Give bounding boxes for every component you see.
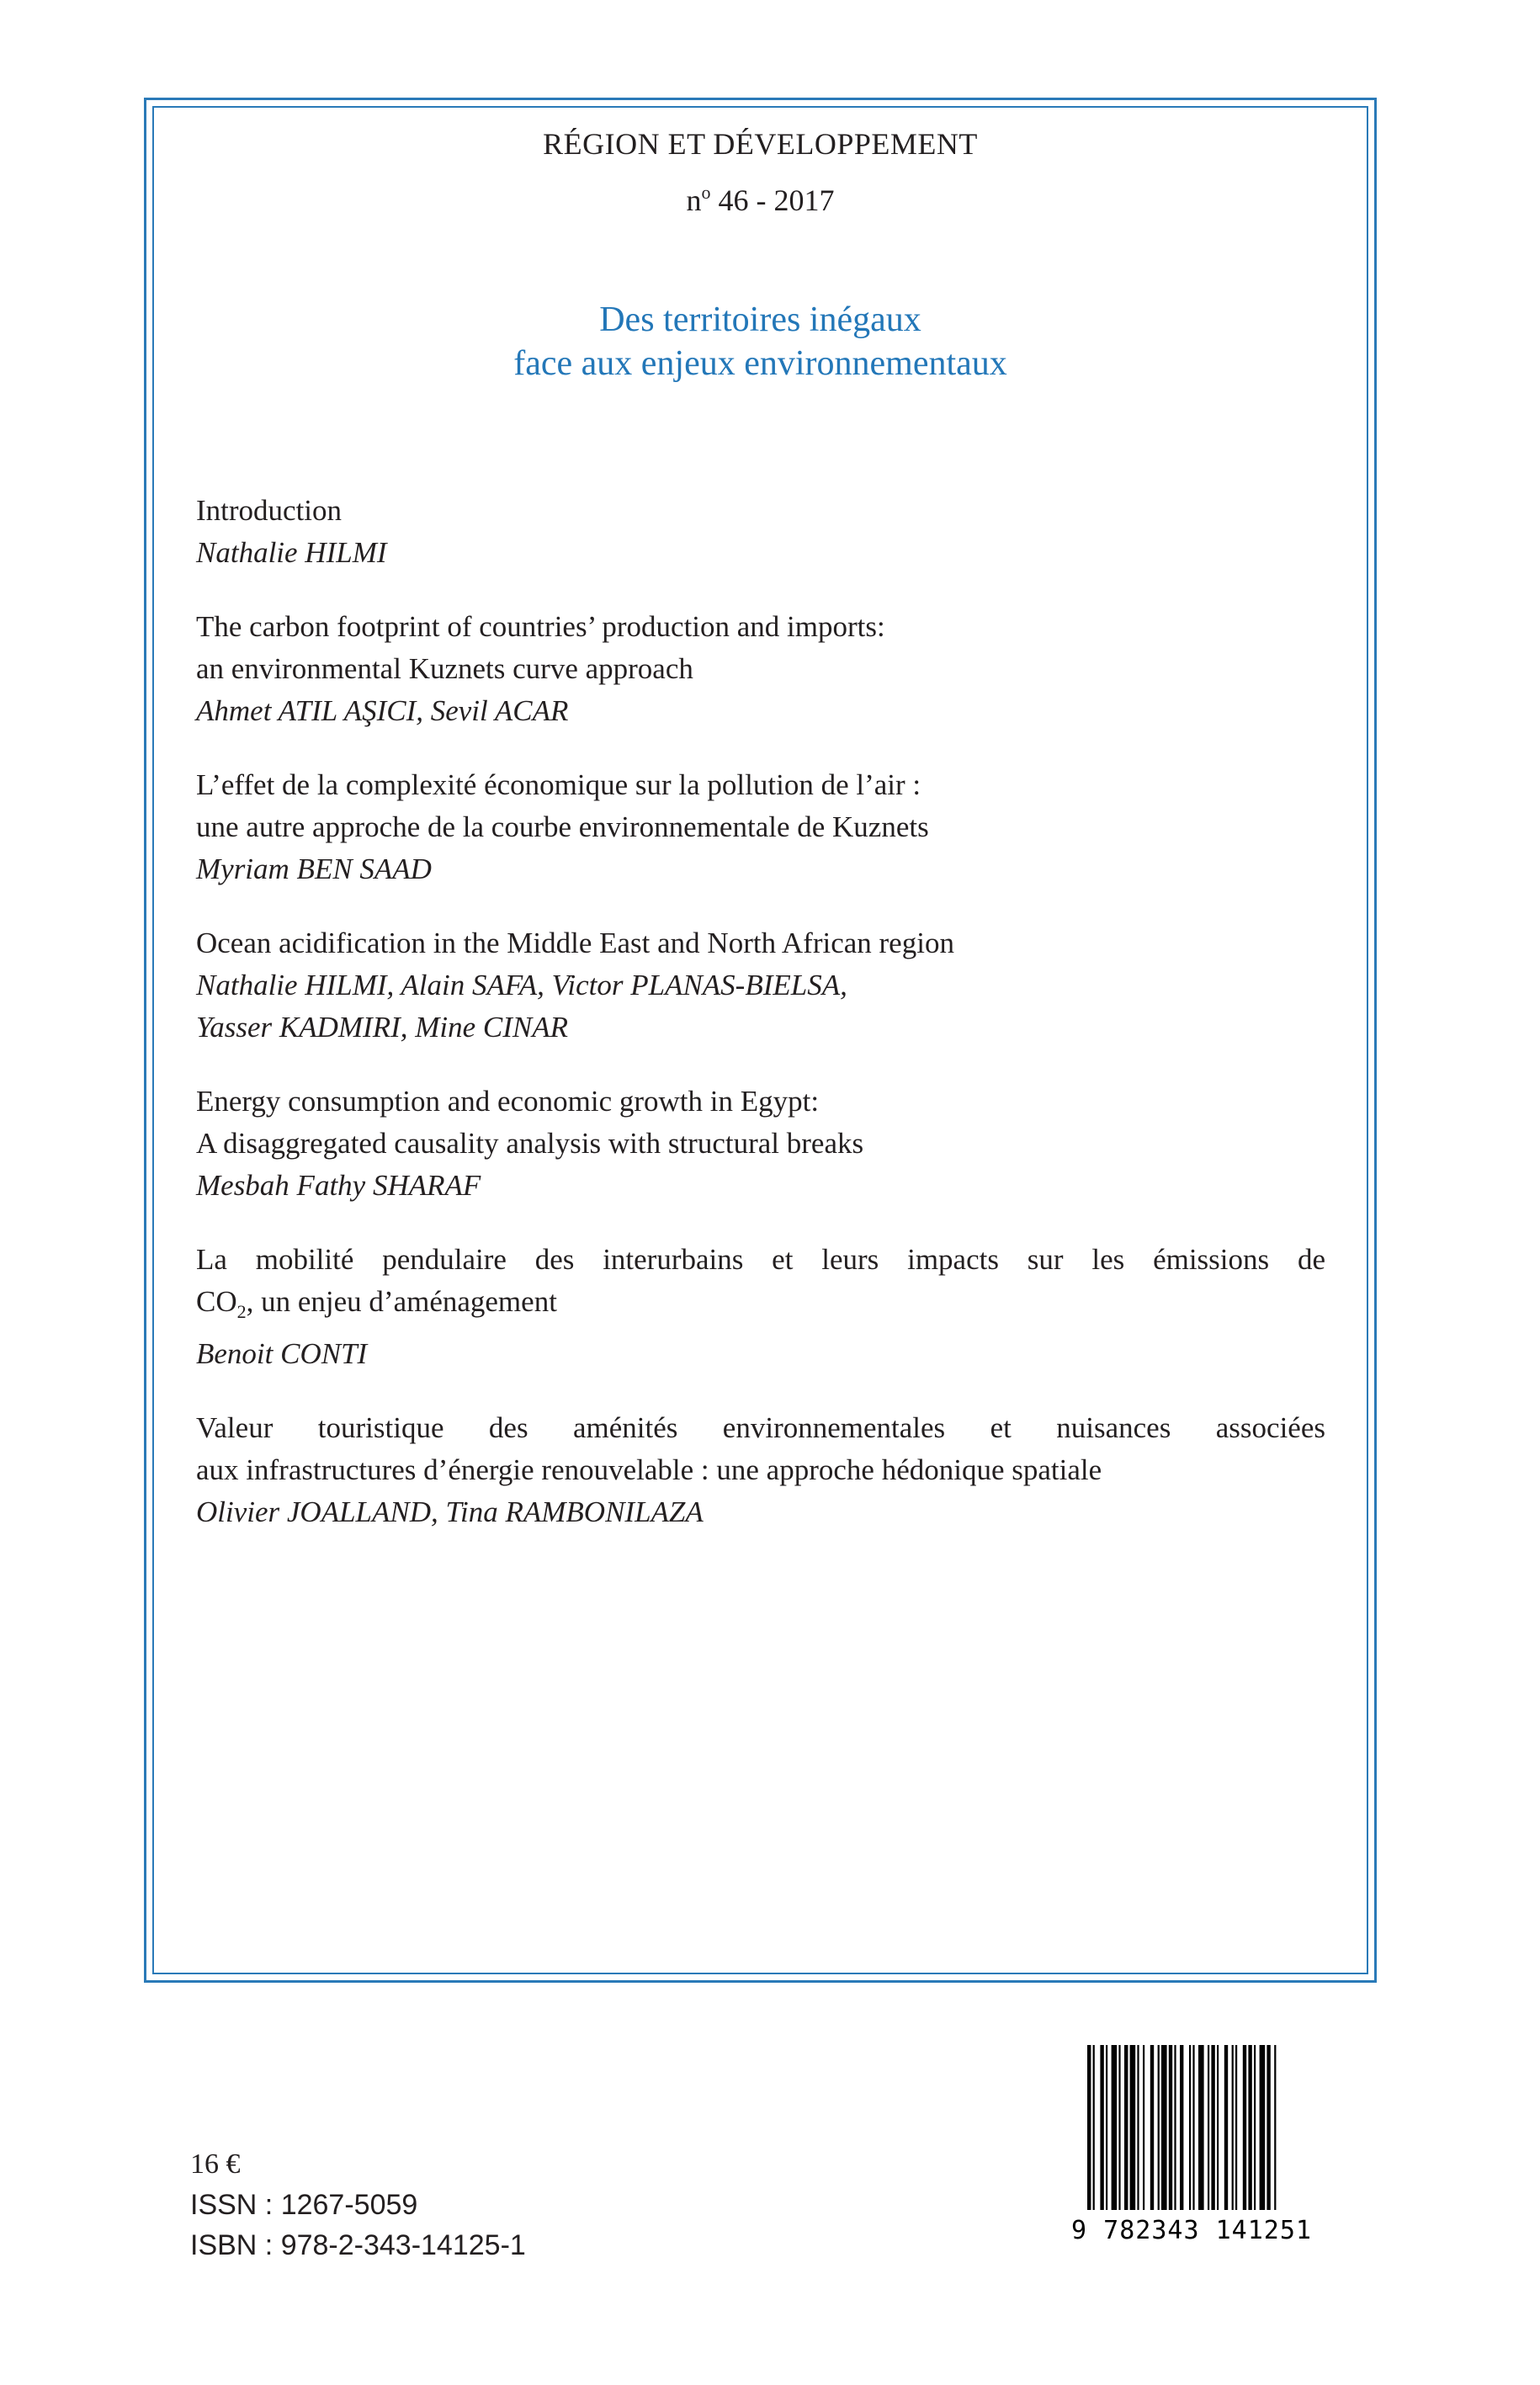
- barcode-digits: 9 782343 141251: [1071, 2216, 1312, 2245]
- barcode-bar: [1235, 2045, 1237, 2210]
- barcode-bar: [1093, 2045, 1095, 2210]
- toc-entry: [196, 1407, 1325, 1533]
- price-and-identifiers: [190, 2144, 526, 2265]
- barcode-bar: [1143, 2045, 1144, 2210]
- article-authors: Ahmet ATIL AŞICI, Sevil ACAR: [196, 694, 569, 727]
- article-authors: Benoit CONTI: [196, 1337, 368, 1370]
- article-authors: Nathalie HILMI: [196, 536, 387, 569]
- table-of-contents: [196, 490, 1325, 1565]
- issn: ISSN : 1267-5059: [190, 2189, 418, 2221]
- article-title: Valeur touristique des aménités environnementales et nuisances associées aux infrastructures d’énergie renouvelable : une approche hédonique spatiale: [196, 1411, 1325, 1486]
- toc-entry: [196, 922, 1325, 1049]
- barcode-bar: [1087, 2045, 1091, 2210]
- price: 16 €: [190, 2149, 241, 2180]
- barcode-bar: [1267, 2045, 1270, 2210]
- barcode-bar: [1124, 2045, 1128, 2210]
- barcode-bar: [1211, 2045, 1214, 2210]
- barcode-bar: [1150, 2045, 1154, 2210]
- barcode-bar: [1224, 2045, 1228, 2210]
- barcode-bar: [1232, 2045, 1234, 2210]
- issue-number: $n^o$ 46 - 2017: [686, 182, 835, 217]
- toc-entry: [196, 490, 1325, 574]
- barcode-bar: [1243, 2045, 1246, 2210]
- article-title: L’effet de la complexité économique sur la pollution de l’air : une autre approche de la courbe environnementale de Kuznets: [196, 768, 929, 843]
- barcode-bar: [1169, 2045, 1172, 2210]
- toc-entry: [196, 764, 1325, 890]
- toc-entry: [196, 1081, 1325, 1207]
- isbn: ISBN : 978-2-343-14125-1: [190, 2229, 526, 2261]
- barcode-bar: [1158, 2045, 1160, 2210]
- barcode-bar: [1189, 2045, 1191, 2210]
- issue-theme: Des territoires inégaux face aux enjeux environnementaux: [513, 300, 1007, 383]
- article-title: Introduction: [196, 494, 343, 527]
- barcode-bar: [1130, 2045, 1136, 2210]
- barcode-bars: [1087, 2045, 1276, 2210]
- barcode-bar: [1254, 2045, 1256, 2210]
- article-title: The carbon footprint of countries’ production and imports: an environmental Kuznets curve approach: [196, 610, 885, 685]
- barcode-bar: [1217, 2045, 1219, 2210]
- barcode-bar: [1198, 2045, 1204, 2210]
- barcode-bar: [1161, 2045, 1167, 2210]
- barcode: [1065, 2045, 1318, 2247]
- article-authors: Nathalie HILMI, Alain SAFA, Victor PLANAS-BIELSA, Yasser KADMIRI, Mine CINAR: [196, 969, 847, 1044]
- barcode-bar: [1208, 2045, 1209, 2210]
- article-title: La mobilité pendulaire des interurbains et leurs impacts sur les émissions de $CO_2$, un enjeu d’aménagement: [196, 1243, 1325, 1322]
- barcode-bar: [1137, 2045, 1139, 2210]
- barcode-bar: [1112, 2045, 1118, 2210]
- article-title: Ocean acidification in the Middle East and North African region: [196, 927, 954, 959]
- barcode-bar: [1174, 2045, 1176, 2210]
- barcode-bar: [1180, 2045, 1183, 2210]
- article-title: Energy consumption and economic growth in Egypt: A disaggregated causality analysis with structural breaks: [196, 1085, 864, 1160]
- barcode-bar: [1106, 2045, 1107, 2210]
- barcode-bar: [1192, 2045, 1194, 2210]
- barcode-bar: [1118, 2045, 1120, 2210]
- article-authors: Olivier JOALLAND, Tina RAMBONILAZA: [196, 1495, 704, 1528]
- journal-title: RÉGION ET DÉVELOPPEMENT: [543, 127, 978, 161]
- barcode-bar: [1260, 2045, 1266, 2210]
- article-authors: Mesbah Fathy SHARAF: [196, 1169, 481, 1202]
- toc-entry: [196, 606, 1325, 732]
- barcode-bar: [1100, 2045, 1103, 2210]
- barcode-bar: [1248, 2045, 1251, 2210]
- article-authors: Myriam BEN SAAD: [196, 853, 432, 885]
- barcode-bar: [1274, 2045, 1276, 2210]
- toc-entry: [196, 1239, 1325, 1375]
